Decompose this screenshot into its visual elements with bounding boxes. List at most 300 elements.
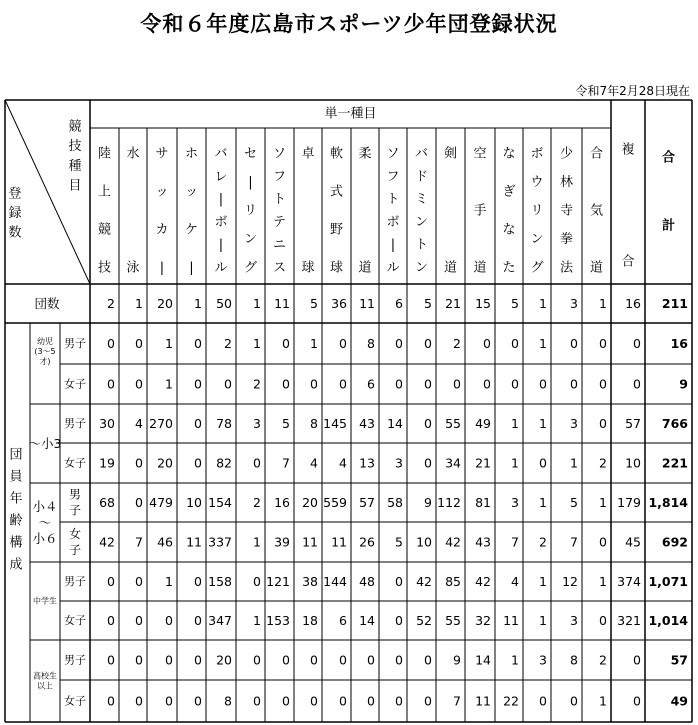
member-value: 0 — [395, 613, 403, 628]
member-total: 1,014 — [648, 613, 688, 628]
member-value: 55 — [445, 416, 461, 431]
member-value: 0 — [107, 336, 115, 351]
group-label-0: 幼児 — [37, 337, 53, 346]
member-value: 479 — [149, 495, 173, 510]
member-value: 42 — [416, 574, 432, 589]
member-total: 221 — [661, 455, 688, 471]
member-value: 121 — [266, 574, 290, 589]
sport-header-14: た — [502, 260, 516, 276]
member-value: 0 — [483, 336, 491, 351]
group-label-2: ～ — [38, 515, 52, 530]
member-value: 0 — [511, 376, 519, 392]
member-value: 270 — [149, 416, 173, 431]
member-value: 11 — [331, 534, 347, 550]
member-value: 3 — [570, 613, 578, 628]
member-value: 20 — [157, 455, 173, 471]
sport-header-3: ホ — [184, 146, 199, 162]
sex-label: 女子 — [64, 614, 86, 627]
member-fukugo: 0 — [633, 693, 641, 709]
member-value: 34 — [445, 455, 461, 471]
member-fukugo: 374 — [617, 574, 641, 589]
sport-header-15: リ — [530, 203, 544, 219]
dantai-value: 1 — [253, 296, 261, 311]
dantai-value: 5 — [424, 296, 432, 311]
dantai-value: 3 — [570, 296, 578, 311]
dantai-value: 5 — [511, 296, 519, 311]
member-value: 2 — [599, 652, 607, 668]
member-total: 9 — [679, 376, 688, 392]
member-value: 0 — [107, 376, 115, 392]
member-value: 21 — [475, 455, 491, 471]
sport-header-9: 柔 — [358, 146, 372, 162]
member-value: 19 — [99, 455, 115, 471]
total-header: 合 — [661, 150, 676, 166]
member-fukugo: 0 — [633, 652, 641, 668]
member-value: 0 — [570, 693, 578, 709]
sport-header-6: ト — [272, 192, 287, 208]
member-value: 559 — [323, 495, 347, 510]
member-value: 1 — [539, 336, 547, 351]
member-value: 39 — [274, 534, 290, 550]
fukugo-header: 合 — [621, 254, 635, 270]
member-value: 0 — [253, 455, 261, 471]
member-value: 1 — [539, 574, 547, 589]
sport-header-5: | — [248, 175, 253, 190]
sex-label: 男子 — [64, 575, 86, 588]
member-value: 153 — [266, 613, 290, 628]
member-value: 0 — [339, 693, 347, 709]
dantai-value: 2 — [107, 296, 115, 311]
sport-header-16: 寺 — [559, 203, 574, 219]
member-value: 0 — [107, 613, 115, 628]
sport-header-9: 道 — [358, 260, 372, 276]
member-value: 1 — [511, 416, 519, 431]
group-label-4: 以上 — [37, 681, 53, 691]
member-value: 0 — [165, 652, 173, 668]
group-label-2: 小４ — [32, 499, 58, 514]
member-value: 13 — [359, 455, 375, 471]
sport-header-15: ウ — [530, 175, 544, 190]
member-value: 0 — [424, 416, 432, 431]
member-value: 0 — [135, 336, 143, 351]
member-value: 10 — [416, 534, 432, 550]
sport-header-13: 空 — [473, 146, 487, 162]
member-value: 11 — [186, 534, 202, 550]
member-value: 30 — [99, 416, 115, 431]
member-value: 2 — [253, 495, 261, 510]
sport-header-4: ボ — [214, 214, 228, 230]
dantai-value: 1 — [539, 296, 547, 311]
member-value: 8 — [367, 336, 375, 351]
sex-label: 男子 — [64, 653, 86, 667]
sport-header-11: バ — [414, 146, 429, 162]
group-label-0: 才) — [39, 357, 51, 366]
member-value: 0 — [194, 455, 202, 471]
members-label: 員 — [9, 469, 23, 485]
member-value: 0 — [453, 376, 461, 392]
dantai-fukugo: 16 — [625, 296, 641, 311]
member-value: 9 — [424, 495, 432, 510]
member-value: 38 — [302, 574, 318, 589]
member-value: 0 — [424, 336, 432, 351]
sport-header-7: 球 — [301, 260, 315, 276]
member-value: 16 — [274, 495, 290, 510]
member-value: 18 — [302, 613, 318, 628]
member-value: 0 — [194, 336, 202, 351]
dantai-total: 211 — [661, 296, 688, 311]
member-value: 1 — [253, 534, 261, 550]
member-value: 0 — [339, 376, 347, 392]
sport-header-12: 剣 — [443, 146, 458, 162]
member-total: 766 — [661, 416, 688, 431]
group-label-1: ～小3 — [28, 436, 62, 451]
member-value: 0 — [282, 652, 290, 668]
member-value: 1 — [539, 495, 547, 510]
sport-header-5: グ — [243, 260, 258, 276]
member-value: 0 — [424, 693, 432, 709]
sport-header-1: 水 — [126, 146, 140, 162]
member-value: 81 — [475, 495, 491, 510]
sport-header-8: 軟 — [329, 146, 344, 162]
member-value: 14 — [387, 416, 403, 431]
member-value: 0 — [135, 376, 143, 392]
member-value: 43 — [359, 416, 375, 431]
member-value: 4 — [511, 574, 519, 589]
member-value: 1 — [511, 455, 519, 471]
member-value: 0 — [599, 376, 607, 392]
member-value: 0 — [135, 574, 143, 589]
member-total: 1,071 — [648, 574, 688, 589]
sport-header-4: | — [218, 237, 224, 253]
member-value: 0 — [135, 455, 143, 471]
member-value: 0 — [339, 652, 347, 668]
member-value: 20 — [216, 652, 232, 668]
sport-header-11: ト — [414, 237, 429, 253]
sex-label: 子 — [68, 503, 82, 518]
sex-label: 女 — [68, 527, 82, 541]
member-value: 0 — [253, 652, 261, 668]
member-value: 0 — [395, 336, 403, 351]
member-value: 0 — [107, 652, 115, 668]
member-value: 22 — [503, 693, 519, 709]
sport-header-8: 式 — [329, 184, 344, 200]
member-value: 0 — [395, 574, 403, 589]
dantai-value: 36 — [331, 296, 347, 311]
member-value: 2 — [224, 336, 232, 351]
corner-label-sport: 目 — [68, 178, 82, 194]
member-fukugo: 321 — [617, 613, 641, 628]
member-value: 1 — [539, 613, 547, 628]
member-value: 2 — [453, 336, 461, 351]
member-value: 58 — [387, 495, 403, 510]
sex-label: 男子 — [64, 417, 86, 430]
group-label-4: 高校生 — [33, 671, 57, 681]
member-value: 5 — [395, 534, 403, 550]
member-value: 0 — [253, 574, 261, 589]
sport-header-3: ッ — [184, 184, 199, 200]
member-value: 0 — [194, 574, 202, 589]
member-value: 6 — [339, 613, 347, 628]
member-value: 2 — [599, 455, 607, 471]
member-value: 0 — [282, 376, 290, 392]
member-value: 55 — [445, 613, 461, 628]
member-total: 692 — [661, 534, 688, 550]
sport-header-16: 法 — [559, 260, 574, 276]
dantai-value: 50 — [216, 296, 232, 311]
member-value: 5 — [570, 495, 578, 510]
member-value: 0 — [282, 336, 290, 351]
sport-header-14: ぎ — [502, 184, 516, 200]
member-value: 26 — [359, 534, 375, 550]
members-label: 団 — [9, 447, 23, 463]
sport-header-11: ン — [414, 214, 429, 230]
members-label: 成 — [9, 557, 23, 573]
sport-header-11: ミ — [414, 192, 429, 208]
sport-header-17: 気 — [589, 203, 604, 219]
member-value: 42 — [99, 534, 115, 550]
sport-header-14: な — [502, 222, 516, 238]
member-value: 0 — [424, 376, 432, 392]
member-value: 6 — [367, 376, 375, 392]
sport-header-4: バ — [214, 146, 228, 162]
member-value: 347 — [208, 613, 232, 628]
member-value: 3 — [570, 416, 578, 431]
member-value: 0 — [511, 336, 519, 351]
member-value: 0 — [310, 693, 318, 709]
member-value: 0 — [424, 455, 432, 471]
group-header-single-sport: 単一種目 — [324, 106, 377, 122]
sport-header-16: 林 — [559, 175, 574, 190]
member-value: 5 — [282, 416, 290, 431]
dantai-label: 団数 — [34, 296, 60, 311]
sport-header-4: レ — [214, 169, 228, 185]
member-value: 0 — [570, 336, 578, 351]
sport-header-2: サ — [155, 146, 169, 162]
member-value: 42 — [445, 534, 461, 550]
member-value: 1 — [599, 495, 607, 510]
sport-header-2: | — [159, 260, 165, 276]
sex-label: 女子 — [64, 456, 86, 470]
sport-header-4: ル — [214, 260, 228, 276]
member-value: 0 — [367, 652, 375, 668]
sport-header-7: 卓 — [301, 146, 315, 162]
sport-header-3: ケ — [184, 222, 199, 238]
sport-header-5: セ — [243, 146, 258, 162]
member-value: 0 — [194, 613, 202, 628]
member-value: 0 — [310, 376, 318, 392]
member-value: 49 — [475, 416, 491, 431]
member-value: 7 — [511, 534, 519, 550]
member-value: 11 — [302, 534, 318, 550]
sport-header-17: 合 — [589, 146, 604, 162]
dantai-value: 15 — [475, 296, 491, 311]
member-value: 0 — [424, 652, 432, 668]
member-value: 52 — [416, 613, 432, 628]
member-value: 1 — [165, 376, 173, 392]
sport-header-2: ッ — [155, 184, 169, 200]
dantai-value: 21 — [445, 296, 461, 311]
member-total: 49 — [670, 693, 688, 709]
dantai-value: 1 — [599, 296, 607, 311]
member-value: 0 — [253, 693, 261, 709]
member-value: 1 — [253, 336, 261, 351]
member-value: 0 — [483, 376, 491, 392]
sport-header-11: ン — [414, 260, 429, 276]
member-value: 0 — [599, 416, 607, 431]
sport-header-3: | — [189, 260, 194, 276]
member-value: 4 — [135, 416, 143, 431]
total-header: 計 — [661, 218, 676, 234]
sport-header-15: ン — [530, 232, 544, 247]
as-of-date: 令和7年2月28日現在 — [575, 84, 690, 98]
member-value: 0 — [310, 652, 318, 668]
member-value: 0 — [570, 376, 578, 392]
sport-header-0: 技 — [97, 260, 112, 276]
sport-header-10: ソ — [386, 146, 400, 162]
member-value: 1 — [511, 652, 519, 668]
member-value: 0 — [135, 652, 143, 668]
corner-label-sport: 種 — [68, 158, 82, 174]
fukugo-header: 複 — [621, 142, 635, 158]
member-value: 0 — [107, 693, 115, 709]
member-value: 3 — [253, 416, 261, 431]
member-value: 4 — [339, 455, 347, 471]
member-value: 46 — [157, 534, 173, 550]
sport-header-1: 泳 — [126, 260, 140, 276]
sex-label: 女子 — [64, 377, 86, 391]
member-value: 0 — [194, 693, 202, 709]
member-value: 78 — [216, 416, 232, 431]
member-value: 42 — [475, 574, 491, 589]
member-fukugo: 0 — [633, 336, 641, 351]
sport-header-15: ボ — [530, 146, 544, 162]
sport-header-15: グ — [530, 260, 544, 276]
member-value: 2 — [253, 376, 261, 392]
member-value: 144 — [323, 574, 347, 589]
corner-label-count: 録 — [8, 206, 22, 221]
member-value: 0 — [395, 652, 403, 668]
member-value: 3 — [395, 455, 403, 471]
member-value: 0 — [599, 613, 607, 628]
page-title: 令和６年度広島市スポーツ少年団登録状況 — [140, 12, 558, 36]
corner-label-sport: 競 — [68, 119, 82, 135]
member-fukugo: 179 — [617, 495, 641, 510]
sport-header-6: ニ — [272, 237, 287, 253]
sport-header-6: ソ — [272, 146, 287, 162]
member-value: 4 — [310, 455, 318, 471]
sport-header-10: ル — [386, 260, 400, 276]
sport-header-12: 道 — [443, 260, 458, 276]
dantai-value: 1 — [135, 296, 143, 311]
corner-label-sport: 技 — [68, 139, 82, 155]
member-value: 0 — [107, 574, 115, 589]
member-value: 8 — [310, 416, 318, 431]
sport-header-13: 手 — [473, 203, 487, 219]
member-value: 8 — [570, 652, 578, 668]
member-value: 0 — [165, 613, 173, 628]
corner-label-count: 数 — [8, 225, 22, 241]
sport-header-13: 道 — [473, 260, 487, 276]
member-value: 158 — [208, 574, 232, 589]
member-value: 1 — [599, 574, 607, 589]
member-value: 1 — [599, 693, 607, 709]
sport-header-6: ス — [272, 260, 287, 276]
member-value: 82 — [216, 455, 232, 471]
sex-label: 女子 — [64, 694, 86, 708]
dantai-value: 20 — [157, 296, 173, 311]
member-value: 0 — [224, 376, 232, 392]
sex-label: 男子 — [64, 337, 86, 350]
member-fukugo: 45 — [625, 534, 641, 550]
member-value: 7 — [135, 534, 143, 550]
sport-header-8: 野 — [329, 222, 344, 238]
sport-header-10: ボ — [386, 214, 400, 230]
member-value: 3 — [511, 495, 519, 510]
sport-header-14: な — [502, 146, 516, 162]
member-value: 0 — [135, 495, 143, 510]
member-value: 7 — [453, 693, 461, 709]
member-value: 0 — [367, 693, 375, 709]
member-value: 9 — [453, 652, 461, 668]
sport-header-6: テ — [272, 214, 287, 230]
sport-header-6: フ — [272, 169, 287, 185]
member-value: 145 — [323, 416, 347, 431]
sport-header-11: ド — [414, 169, 429, 185]
sport-header-5: リ — [243, 203, 258, 219]
member-fukugo: 0 — [633, 376, 641, 392]
group-label-2: 小６ — [32, 531, 58, 546]
member-value: 0 — [599, 336, 607, 351]
dantai-value: 11 — [274, 296, 290, 311]
corner-label-count: 登 — [8, 186, 22, 202]
member-total: 16 — [670, 336, 688, 351]
sport-header-0: 上 — [97, 184, 112, 200]
member-value: 1 — [165, 336, 173, 351]
member-value: 337 — [208, 534, 232, 550]
member-value: 1 — [253, 613, 261, 628]
dantai-value: 11 — [359, 296, 375, 311]
member-value: 0 — [135, 693, 143, 709]
member-value: 11 — [475, 693, 491, 709]
sport-header-2: カ — [155, 222, 169, 238]
sport-header-5: ン — [243, 232, 258, 247]
sport-header-4: | — [218, 192, 224, 208]
member-value: 57 — [359, 495, 375, 510]
sport-header-0: 陸 — [97, 146, 112, 162]
member-value: 0 — [539, 455, 547, 471]
member-value: 154 — [208, 495, 232, 510]
dantai-value: 5 — [310, 296, 318, 311]
member-value: 7 — [282, 455, 290, 471]
member-value: 20 — [302, 495, 318, 510]
members-label: 年 — [9, 491, 23, 507]
member-value: 0 — [599, 534, 607, 550]
member-value: 8 — [224, 693, 232, 709]
member-total: 1,814 — [648, 495, 688, 510]
member-fukugo: 10 — [625, 455, 641, 471]
member-value: 68 — [99, 495, 115, 510]
member-value: 0 — [539, 693, 547, 709]
member-value: 1 — [570, 455, 578, 471]
member-value: 112 — [437, 495, 461, 510]
dantai-value: 6 — [395, 296, 403, 311]
sport-header-16: 少 — [559, 146, 574, 162]
member-value: 1 — [539, 416, 547, 431]
member-value: 0 — [135, 613, 143, 628]
member-value: 48 — [359, 574, 375, 589]
group-label-0: (3～5 — [34, 347, 56, 356]
member-value: 12 — [562, 574, 578, 589]
